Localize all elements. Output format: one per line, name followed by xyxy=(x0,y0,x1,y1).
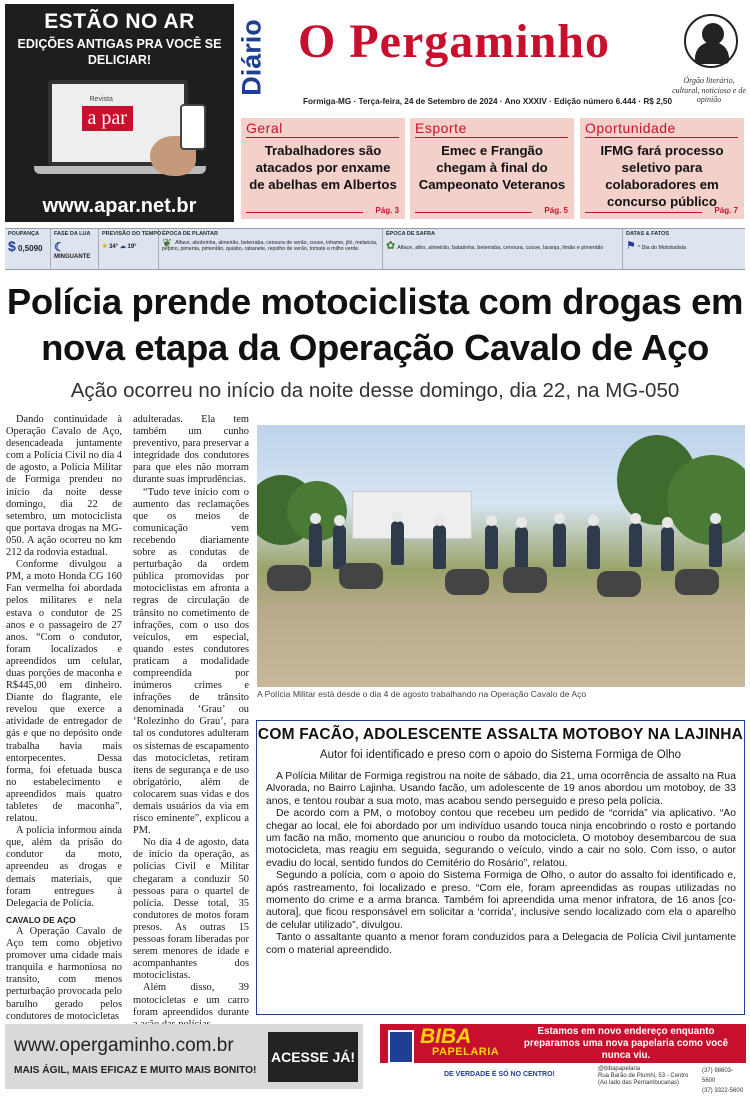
ad-subline: EDIÇÕES ANTIGAS PRA VOCÊ SE DELICIAR! xyxy=(17,37,222,67)
paragraph: De acordo com a PM, o motoboy contou que recebeu um pedido de “corrida” via aplicativo. “Ao chegar ao local, ele foi abordado por um indivíduo usando touca ninja encobrindo o rosto e portando um facão na mão, momento que anunciou o roubo da motocicleta. O motoboy desembarcou de sua motocicleta, mas reagiu em seguida, segurando o veículo, vindo a cair no solo. Com isso, o autor evadiu do local, sentido fundos do Cemitério do Rosário”, relatou. xyxy=(266,808,736,869)
paragraph: Tanto o assaltante quanto a menor foram conduzidos para a Delegacia de Polícia Civil juntamente com o material apreendido. xyxy=(266,932,736,956)
moon-icon: ☾ xyxy=(54,240,65,254)
silhouette-logo-icon xyxy=(684,14,738,68)
book-icon xyxy=(388,1030,414,1064)
lead-headline: Polícia prende motociclista com drogas em nova etapa da Operação Cavalo de Aço xyxy=(6,281,744,368)
laptop-illustration xyxy=(30,74,210,192)
plant-icon: ❦ xyxy=(162,236,173,250)
phone-icon xyxy=(180,104,206,150)
harvest-icon: ✿ xyxy=(386,240,396,252)
teaser-page: Pág. 7 xyxy=(714,206,738,215)
info-tempo: PREVISÃO DO TEMPO ☀ 34° ☁ 19° xyxy=(99,229,159,269)
teaser-section: Esporte xyxy=(415,120,467,136)
teaser-section: Oportunidade xyxy=(585,120,676,136)
masthead-title: O Pergaminho xyxy=(298,15,610,68)
teaser-page: Pág. 5 xyxy=(544,206,568,215)
flag-icon: ⚑ xyxy=(626,240,636,252)
info-bar xyxy=(5,228,745,270)
info-safra: ÉPOCA DE SAFRA ✿ Alface, alho, almeirão, batatinha, beterraba, cenoura, couve, laranja, limão e pimentão xyxy=(383,229,623,269)
access-button[interactable]: ACESSE JÁ! xyxy=(268,1032,358,1082)
ad-apar[interactable] xyxy=(5,4,234,222)
info-plantar: ÉPOCA DE PLANTAR ❦ Alface, abobrinha, almeirão, beterraba, cenoura de verão, couve, inhame, jiló, melancia, pepino, pimenta, pimentão, quiabo, rabanete, repolho de verão, tomate e milho verde. xyxy=(159,229,383,269)
paragraph: Segundo a polícia, com o apoio do Sistema Formiga de Olho, o autor do assalto foi identificado e, após rastreamento, foi localizado e preso. “Com ele, foram apreendidas as roupas utilizadas no momento do crime e a arma branca. Também foi apreendida uma menor infratora, de 16 anos [co-autora], que ficou responsável em solicitar a ‘corrida’, inclusive sendo localizado com ela o aparelho de celular utilizado”, divulgou. xyxy=(266,870,736,931)
column-subhead: CAVALO DE AÇO xyxy=(6,914,76,925)
paragraph: No dia 4 de agosto, data de início da operação, as polícias Civil e Militar chegaram a conduzir 50 pessoas para o quartel de polícia. Desse total, 35 condutores de motos foram presos. As outras 15 pessoas foram liberadas por serem menores de idade e acompanhantes dos motociclistas. xyxy=(133,837,249,982)
box-headline: COM FACÃO, ADOLESCENTE ASSALTA MOTOBOY NA LAJINHA xyxy=(257,726,744,743)
teaser-text: Trabalhadores são atacados por enxame de abelhas em Albertos xyxy=(249,143,397,192)
paragraph: A polícia informou ainda que, além da prisão do condutor da moto, apreendeu as drogas e demais materiais, que foram entregues à Delegacia de Polícia. xyxy=(6,825,122,909)
paragraph: “Tudo teve início com o aumento das reclamações que os meios de comunicação vem recebendo diariamente sobre as condutas de perturbação da ordem pública promovidas por motociclistas em afronta a regras de circulação de trânsito no cometimento de infrações, com o uso dos veículos, em especial, quando estes condutores praticam a modalidade compreendida por inúmeros crimes e infrações de trânsito denominada ‘Grau’ ou ‘Rolezinho do Grau’, para tal os condutores adulteram os sistemas de escapamento das motocicletas, retiram itens de segurança e de uso obrigatório, além de colocarem suas vidas e dos demais usuários da via em risco eminente”, explicou a PM. xyxy=(133,486,249,837)
ad-url[interactable]: www.apar.net.br xyxy=(42,195,197,217)
ad-biba[interactable] xyxy=(380,1024,746,1094)
ad-screen-small: Revista xyxy=(89,96,113,103)
info-poupanca: POUPANÇA $ 0,5090 xyxy=(5,229,51,269)
teaser-text: IFMG fará processo seletivo para colaboradores em concurso público xyxy=(600,143,724,209)
photo-caption: A Polícia Militar está desde o dia 4 de agosto trabalhando na Operação Cavalo de Aço xyxy=(257,689,587,699)
lead-subhead: Ação ocorreu no início da noite desse domingo, dia 22, na MG-050 xyxy=(70,379,680,402)
teaser-esporte[interactable] xyxy=(410,118,574,219)
ad-phones: (37) 98603-5600 (37) 3322-5600 xyxy=(702,1068,744,1094)
paragraph: Conforme divulgou a PM, a moto Honda CG 160 Fan vermelha foi abordada pelos militares e nela estava o condutor de 25 anos e o passageiro de 27 anos. “Com o condutor, foram localizados e apreendidos um celular, duas porções de maconha e R$445,00 em dinheiro. Diante do flagrante, ele revelou que exerce a atividade de entregador de gás e que no depósito onde trabalha havia mais entorpecentes. Dessa forma, foi efetuada busca no estabelecimento e apreendidos mais quatro tabletes de maconha”, relatou. xyxy=(6,559,122,825)
footer-url[interactable]: www.opergaminho.com.br xyxy=(14,1035,234,1056)
info-lua: FASE DA LUA ☾ MINGUANTE xyxy=(51,229,99,269)
box-body xyxy=(266,771,736,957)
masthead-tagline: Órgão literário, cultural, noticioso e de opinião xyxy=(672,76,746,104)
article-column-1 xyxy=(6,414,122,1029)
teaser-oportunidade[interactable] xyxy=(580,118,744,219)
dateline: Formiga-MG · Terça-feira, 24 de Setembro de 2024 · Ano XXXIV · Edição número 6.444 · R$ 2,50 xyxy=(303,97,673,106)
paragraph: adulteradas. Ela tem também um cunho preventivo, para preservar a integridade dos condutores para que eles não morram durante suas imprudências. xyxy=(133,414,249,486)
ad-screen-brand: a par xyxy=(82,106,133,131)
ad-brand-sub: PAPELARIA xyxy=(432,1046,500,1058)
sun-icon: ☀ xyxy=(102,244,108,250)
ad-slogan: DE VERDADE É SÓ NO CENTRO! xyxy=(444,1071,555,1078)
masthead-diario: Diário xyxy=(236,19,267,96)
ad-address-block: @bibapapelaria Rua Barão de Piumhi, 53 - Centro (Ao lado das Pernambucanas) xyxy=(598,1066,689,1086)
ad-headline: ESTÃO NO AR xyxy=(44,10,195,33)
cloud-icon: ☁ xyxy=(119,244,126,250)
paragraph: A Operação Cavalo de Aço tem como objetivo promover uma cidade mais tranquila e harmoniosa no transito, com menos perturbação provocada pelo barulho gerado pelos condutores de motocicletas xyxy=(6,925,122,1022)
footer-site-promo[interactable] xyxy=(5,1024,363,1089)
ad-text: Estamos em novo endereço enquanto preparamos uma nova papelaria como você nunca viu. xyxy=(523,1026,729,1061)
box-story xyxy=(256,720,745,1015)
footer-tagline: MAIS ÁGIL, MAIS EFICAZ E MUITO MAIS BONITO! xyxy=(14,1065,257,1076)
paragraph: A Polícia Militar de Formiga registrou na noite de sábado, dia 21, uma ocorrência de assalto na Rua Alvorada, no Bairro Lajinha. Usando facão, um adolescente de 19 anos abordou um motoboy, de 33 anos, e tentou roubar a sua moto, mas acabou sendo perseguido e preso pela polícia. xyxy=(266,771,736,807)
info-datas: DATAS & FATOS ⚑ * Dia do Motobalista xyxy=(626,231,687,252)
teaser-section: Geral xyxy=(246,120,283,136)
teaser-geral[interactable] xyxy=(241,118,405,219)
ad-brand: BIBA xyxy=(420,1025,472,1048)
paragraph: Dando continuidade à Operação Cavalo de Aço, desencadeada juntamente com a Polícia Civil no dia 4 de agosto, a Polícia Militar de Formiga prendeu no início da noite desse domingo, dia 22 de setembro, um motociclista que portava drogas na MG-050. A ação ocorreu no km 212 da rodovia estadual. xyxy=(6,414,122,559)
teaser-text: Emec e Frangão chegam à final do Campeonato Veteranos xyxy=(418,143,566,192)
lead-photo xyxy=(257,425,745,687)
article-column-2 xyxy=(133,414,249,1029)
paragraph: Além disso, 39 motocicletas e um carro foram apreendidos durante xyxy=(133,982,249,1018)
box-subhead: Autor foi identificado e preso com o apoio do Sistema Formiga de Olho xyxy=(319,749,682,761)
dollar-icon: $ xyxy=(8,238,16,254)
teaser-page: Pág. 3 xyxy=(375,206,399,215)
